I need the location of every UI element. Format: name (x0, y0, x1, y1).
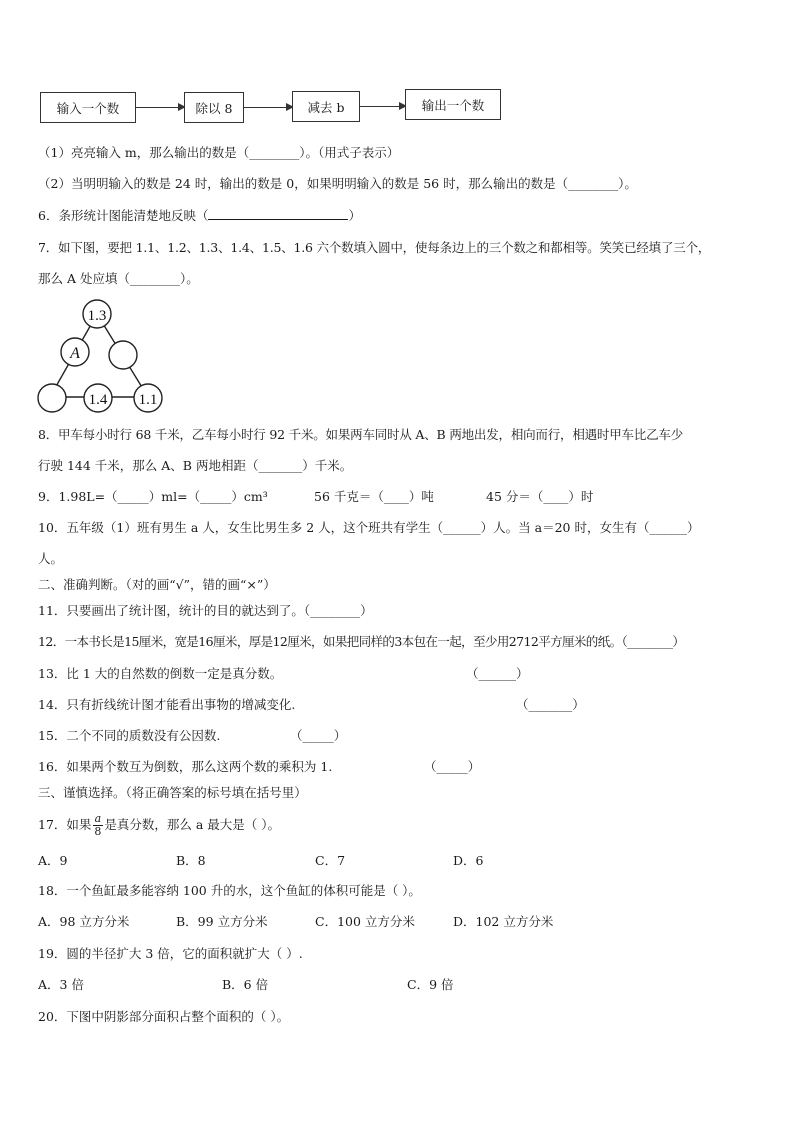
section-2-heading: 二、准确判断。（对的画“√”，错的画“×”） (38, 577, 276, 592)
question-7-line-1: 7．如下图，要把 1.1、1.2、1.3、1.4、1.5、1.6 六个数填入圆中，使每条边上的三个数之和都相等。笑笑已经填了三个， (38, 240, 711, 255)
q19-option-a[interactable]: A．3 倍 (38, 977, 84, 992)
section-3-heading: 三、谨慎选择。（将正确答案的标号填在括号里） (38, 785, 307, 800)
circle-bottom-mid-label: 1.4 (88, 392, 108, 408)
question-5-part-2: （2）当明明输入的数是 24 时，输出的数是 0，如果明明输入的数是 56 时，那么输出的数是（________）。 (38, 176, 637, 191)
q18-option-b[interactable]: B．99 立方分米 (176, 914, 268, 929)
question-text: 14．只有折线统计图才能看出事物的增减变化. (38, 697, 296, 712)
answer-blank[interactable]: （______） (466, 666, 529, 681)
circle-bottom-left (38, 384, 66, 412)
question-10-line-1: 10．五年级（1）班有男生 a 人，女生比男生多 2 人，这个班共有学生（______）人。当 a＝20 时，女生有（______） (38, 520, 700, 535)
question-20: 20．下图中阴影部分面积占整个面积的（ ）。 (38, 1009, 290, 1024)
q17-option-d[interactable]: D．6 (453, 853, 484, 868)
q19-option-b[interactable]: B．6 倍 (222, 977, 269, 992)
circle-right-mid (109, 341, 137, 369)
question-11: 11．只要画出了统计图，统计的目的就达到了。（________） (38, 603, 373, 618)
question-5-part-1: （1）亮亮输入 m，那么输出的数是（________）。（用式子表示） (38, 145, 400, 160)
question-9-volume: 9．1.98L=（_____）ml=（_____）cm³ (38, 489, 268, 504)
q18-option-a[interactable]: A．98 立方分米 (38, 914, 130, 929)
q17-option-b[interactable]: B．8 (176, 853, 206, 868)
flow-step-subtract (292, 91, 360, 122)
q17-option-c[interactable]: C．7 (315, 853, 346, 868)
question-16 (38, 759, 738, 775)
question-9-time: 45 分＝（____）时 (486, 489, 594, 504)
question-text: 16．如果两个数互为倒数，那么这两个数的乘积为 1. (38, 759, 333, 774)
question-8-line-2: 行驶 144 千米，那么 A、B 两地相距（_______）千米。 (38, 458, 353, 473)
flow-step-label: 减去 b (307, 99, 345, 115)
circle-left-mid-label: A (70, 345, 80, 362)
circle-top-label: 1.3 (87, 308, 107, 324)
q19-option-c[interactable]: C．9 倍 (407, 977, 454, 992)
flow-step-input (40, 92, 136, 123)
flow-step-label: 输出一个数 (421, 97, 485, 113)
question-14 (38, 697, 738, 713)
answer-blank[interactable]: （_____） (290, 728, 347, 743)
answer-blank[interactable]: （_____） (424, 759, 481, 774)
answer-blank[interactable] (208, 207, 348, 220)
question-19: 19．圆的半径扩大 3 倍，它的面积就扩大（ ）. (38, 946, 303, 961)
flow-step-output (405, 89, 501, 120)
question-18: 18．一个鱼缸最多能容纳 100 升的水，这个鱼缸的体积可能是（ ）。 (38, 883, 421, 898)
flow-step-divide (184, 92, 244, 123)
q18-option-d[interactable]: D．102 立方分米 (453, 914, 554, 929)
flow-arrow (244, 107, 292, 108)
question-6 (38, 207, 361, 224)
fraction-numerator: a (94, 812, 102, 825)
flow-step-label: 输入一个数 (56, 100, 120, 116)
answer-blank[interactable]: （_______） (516, 697, 585, 712)
question-text: ） (348, 208, 361, 223)
question-13 (38, 666, 738, 682)
question-text: 15．二个不同的质数没有公因数. (38, 728, 221, 743)
question-9-mass: 56 千克＝（____）吨 (314, 489, 434, 504)
question-10-line-2: 人。 (38, 551, 64, 566)
flow-step-label: 除以 8 (195, 100, 233, 116)
question-text: 是真分数，那么 a 最大是（ ）。 (104, 817, 281, 832)
question-text: 13．比 1 大的自然数的倒数一定是真分数。 (38, 666, 283, 681)
fraction-a-over-8 (92, 813, 103, 838)
flow-arrow (136, 107, 184, 108)
q18-option-c[interactable]: C．100 立方分米 (315, 914, 415, 929)
question-7-line-2: 那么 A 处应填（________）。 (38, 271, 199, 286)
question-8-line-1: 8．甲车每小时行 68 千米，乙车每小时行 92 千米。如果两车同时从 A、B 两地出发，相向而行，相遇时甲车比乙车少 (38, 427, 684, 442)
fraction-denominator: 8 (94, 825, 102, 838)
question-17 (38, 810, 280, 840)
question-15 (38, 728, 738, 744)
circle-bottom-right-label: 1.1 (138, 392, 158, 408)
question-text: 6．条形统计图能清楚地反映（ (38, 208, 209, 223)
question-text: 17．如果 (38, 817, 92, 832)
q17-option-a[interactable]: A．9 (38, 853, 68, 868)
flow-arrow (360, 106, 405, 107)
question-12: 12．一本书长是15厘米，宽是16厘米，厚是12厘米，如果把同样的3本包在一起，至少用2712平方厘米的纸。（________） (38, 634, 685, 649)
triangle-figure (34, 297, 166, 415)
